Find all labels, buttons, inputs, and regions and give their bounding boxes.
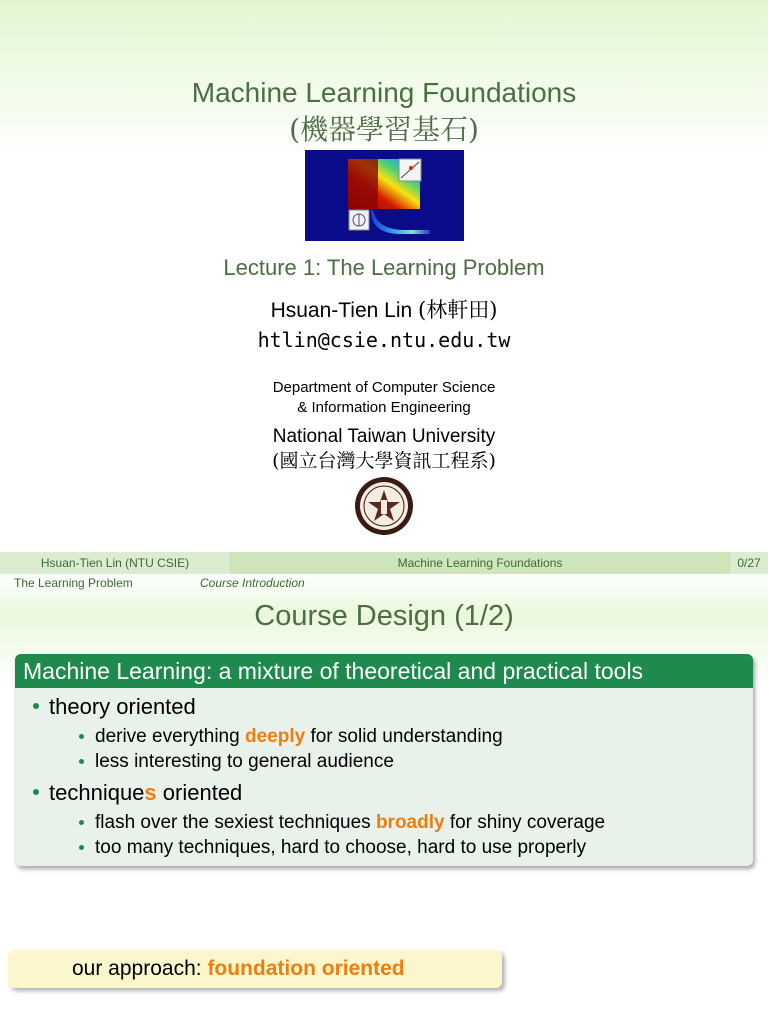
university-name: National Taiwan University: [272, 426, 496, 447]
content-block: [15, 654, 753, 866]
highlight-text: broadly: [375, 812, 445, 833]
author-line: [0, 294, 768, 324]
subitem-text: derive everything: [95, 726, 245, 747]
bullet-icon: [33, 703, 39, 709]
block-title: Machine Learning: a mixture of theoretical and practical tools: [15, 654, 753, 688]
approach-highlight: foundation oriented: [207, 957, 405, 980]
list-subitem: [95, 812, 605, 834]
course-logo-image: [305, 150, 464, 241]
list-subitem: [95, 751, 394, 773]
subitem-text: less interesting to general audience: [95, 751, 394, 772]
list-item: [49, 694, 196, 720]
subitem-text: for solid understanding: [305, 726, 503, 747]
lecture-title: Lecture 1: The Learning Problem: [223, 255, 545, 280]
list-subitem: [95, 837, 586, 859]
author-name-chinese: (林軒田): [418, 298, 498, 322]
department-line-1: Department of Computer Science: [272, 379, 496, 396]
department-line-2: & Information Engineering: [297, 399, 471, 416]
bullet-icon: [79, 734, 84, 739]
author-name: Hsuan-Tien Lin: [270, 299, 413, 322]
department: [0, 378, 768, 418]
bullet-icon: [33, 789, 39, 795]
bullet-icon: [79, 820, 84, 825]
list-item-text: theory oriented: [49, 694, 196, 719]
footer-bar: [0, 552, 768, 574]
list-subitem: [95, 726, 503, 748]
list-item: [49, 780, 242, 806]
footer-course: Machine Learning Foundations: [230, 552, 730, 574]
course-title: Machine Learning Foundations: [191, 77, 577, 108]
footer-page-number: 0/27: [730, 552, 768, 574]
slide-title: Course Design (1/2): [254, 600, 514, 632]
university-seal-icon: [354, 476, 414, 536]
footer-author: Hsuan-Tien Lin (NTU CSIE): [0, 552, 230, 574]
university: [0, 425, 768, 473]
list-item-text: technique: [49, 780, 145, 805]
approach-box: [8, 950, 502, 988]
university-name-chinese: (國立台灣大學資訊工程系): [272, 450, 496, 472]
bullet-icon: [79, 845, 84, 850]
bullet-icon: [79, 759, 84, 764]
nav-section[interactable]: The Learning Problem: [14, 576, 133, 590]
subitem-text: for shiny coverage: [444, 812, 606, 833]
nav-subsection[interactable]: Course Introduction: [200, 576, 305, 590]
highlight-text: deeply: [244, 726, 306, 747]
list-item-text: oriented: [156, 780, 243, 805]
highlight-text: s: [144, 780, 157, 805]
author-email: htlin@csie.ntu.edu.tw: [257, 328, 511, 352]
content-slide: [0, 574, 768, 1024]
approach-label: our approach:: [72, 957, 208, 980]
subitem-text: too many techniques, hard to choose, hard to use properly: [95, 837, 587, 858]
course-title-chinese: (機器學習基石): [289, 113, 479, 146]
subitem-text: flash over the sexiest techniques: [95, 812, 376, 833]
